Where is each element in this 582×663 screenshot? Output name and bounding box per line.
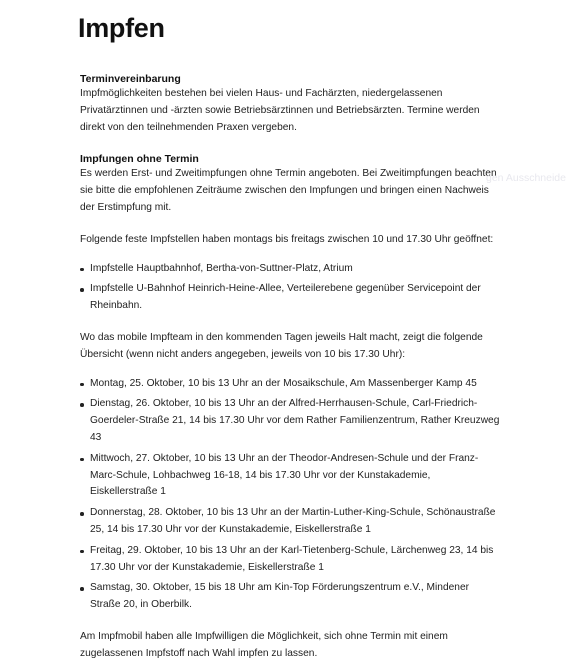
section-heading: Terminvereinbarung — [80, 73, 181, 85]
list-item: Samstag, 30. Oktober, 15 bis 18 Uhr am Kin-Top Förderungszentrum e.V., Mindener Straße 20, in Oberbilk. — [80, 580, 500, 614]
list-item: Donnerstag, 28. Oktober, 10 bis 13 Uhr an der Martin-Luther-King-Schule, Schönaustraße 25, 14 bis 17.30 Uhr vor der Kunstakademie, Eiskellerstraße 1 — [80, 505, 500, 539]
list-item: Montag, 25. Oktober, 10 bis 13 Uhr an der Mosaikschule, Am Massenberger Kamp 45 — [80, 376, 500, 393]
fixed-sites-intro: Folgende feste Impfstellen haben montags bis freitags zwischen 10 und 17.30 Uhr geöffnet: — [80, 233, 494, 245]
closing-text: Am Impfmobil haben alle Impfwilligen die Möglichkeit, sich ohne Termin mit einem zugelassenen Impfstoff nach Wahl impfen zu lassen. — [80, 630, 448, 659]
section-terminvereinbarung — [80, 72, 500, 136]
section-text: Impfmöglichkeiten bestehen bei vielen Haus- und Fachärzten, niedergelassenen Privatärztinnen und -ärzten sowie Betriebsärztinnen und Betriebsärzten. Termine werden direkt von den teilnehmenden Praxen vergeben. — [80, 88, 480, 133]
list-item: Mittwoch, 27. Oktober, 10 bis 13 Uhr an der Theodor-Andresen-Schule und der Franz-Marc-Schule, Lohbachweg 16-18, 14 bis 17.30 Uhr vor der Kunstakademie, Eiskellerstraße 1 — [80, 451, 500, 501]
list-item: Dienstag, 26. Oktober, 10 bis 13 Uhr an der Alfred-Herrhausen-Schule, Carl-Friedrich-Goerdeler-Straße 21, 14 bis 17.30 Uhr vor dem Rather Familienzentrum, Rather Kreuzweg 43 — [80, 396, 500, 446]
list-item: Impfstelle U-Bahnhof Heinrich-Heine-Allee, Verteilerebene gegenüber Servicepoint der Rheinbahn. — [80, 281, 500, 315]
mobile-team-intro: Wo das mobile Impfteam in den kommenden Tagen jeweils Halt macht, zeigt die folgende Übersicht (wenn nicht anders angegeben, jeweils von 10 bis 17.30 Uhr): — [80, 331, 483, 360]
faded-overlay-text: gen Ausschneide — [486, 172, 566, 184]
fixed-sites-list — [80, 261, 500, 315]
mobile-team-list — [80, 376, 500, 614]
section-ohne-termin — [80, 152, 500, 662]
article — [80, 0, 500, 663]
section-text: Es werden Erst- und Zweitimpfungen ohne Termin angeboten. Bei Zweitimpfungen beachten sie bitte die empfohlenen Zeiträume zwischen den Impfungen und bringen einen Nachweis der Erstimpfung mit. — [80, 168, 497, 213]
section-heading: Impfungen ohne Termin — [80, 153, 199, 166]
list-item: Freitag, 29. Oktober, 10 bis 13 Uhr an der Karl-Tietenberg-Schule, Lärchenweg 23, 14 bis 17.30 Uhr vor der Kunstakademie, Eiskellerstraße 1 — [80, 543, 500, 577]
page-title: Impfen — [78, 13, 165, 43]
list-item: Impfstelle Hauptbahnhof, Bertha-von-Suttner-Platz, Atrium — [80, 261, 500, 278]
